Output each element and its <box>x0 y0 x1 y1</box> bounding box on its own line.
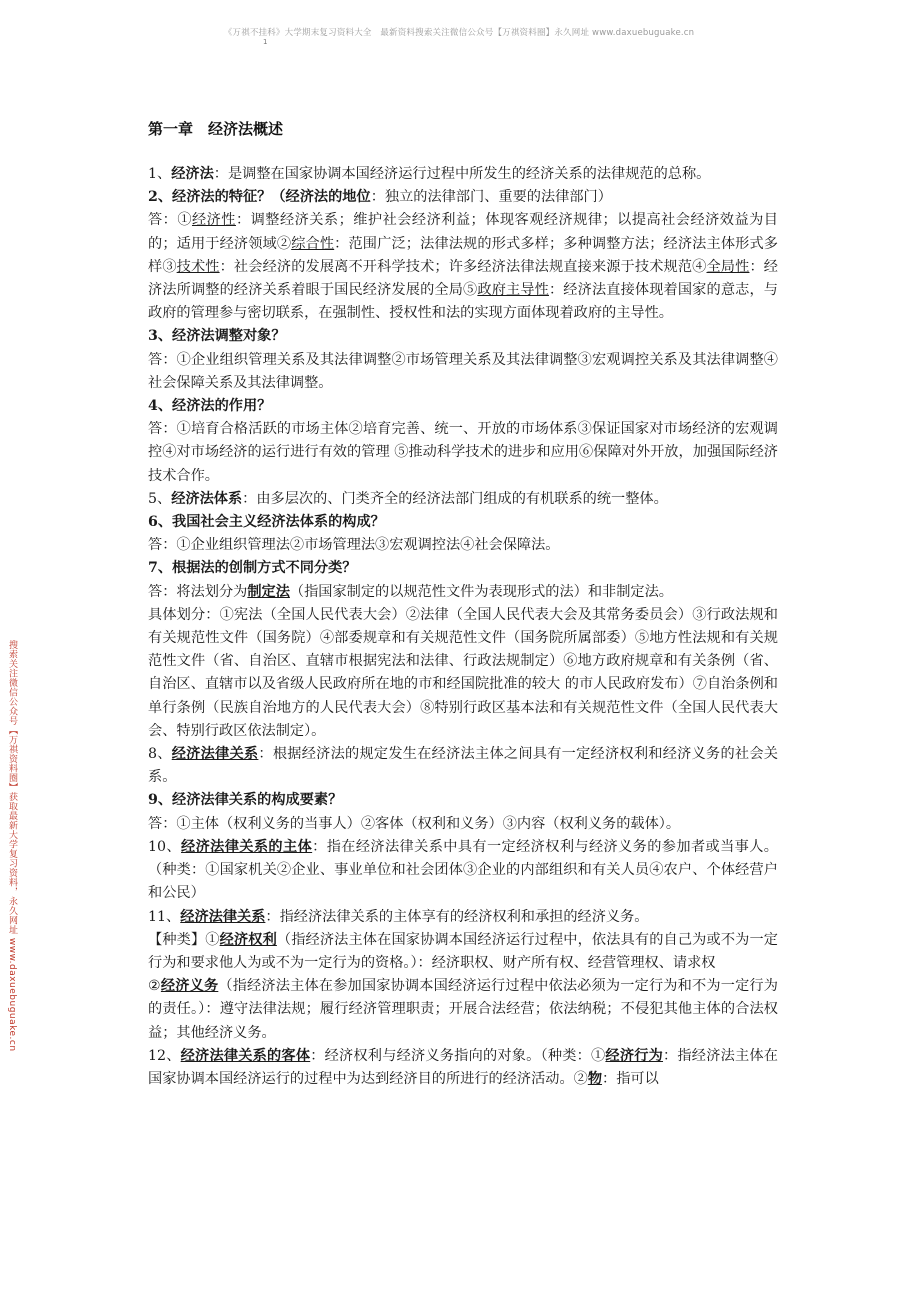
paragraph <box>148 929 778 975</box>
text-run: 4、经济法的作用？ <box>148 398 272 415</box>
text-run: 经济法 <box>171 166 214 182</box>
paragraph <box>148 789 778 812</box>
paragraph <box>148 813 778 836</box>
text-run: ：指可以 <box>602 1070 659 1087</box>
text-run: ：范围广泛；法律法规的形式多样；多种调整方法；经济法主体形式多样③ <box>148 235 778 275</box>
text-run: ：独立的法律部门、重要的法律部门） <box>370 189 612 206</box>
paragraph <box>148 325 778 348</box>
text-run: 答：①培育合格活跃的市场主体②培育完善、统一、开放的市场体系③保证国家对市场经济的宏观调控④对市场经济的运行进行有效的管理 ⑤推动科学技术的进步和应用⑥保障对外开放，加强国际经济技术合作。 <box>148 421 778 484</box>
text-run: 【种类】① <box>148 931 220 948</box>
paragraph <box>148 349 778 395</box>
text-run: 具体划分：①宪法（全国人民代表大会）②法律（全国人民代表大会及其常务委员会）③行政法规和有关规范性文件（国务院）④部委规章和有关规范性文件（国务院所属部委）⑤地方性法规和有关规范性文件（省、自治区、直辖市根据宪法和法律、行政法规制定）⑥地方政府规章和有关条例（省、自治区、直辖市以及省级人民政府所在地的市和经国院批准的较大 的市人民政府发布）⑦自治条例和单行条例（民族自治地方的人民代表大会）⑧特别行政区基本法和有关规范性文件（全国人民代表大会、特别行政区依法制定）。 <box>148 606 778 739</box>
paragraph <box>148 418 778 488</box>
text-run: 经济法律关系的主体 <box>181 838 313 855</box>
paragraph-list <box>148 163 778 1091</box>
text-run: 2、经济法的特征？（经济法的地位 <box>148 189 371 206</box>
text-run: （指国家制定的以规范性文件为表现形式的法）和非制定法。 <box>289 583 673 600</box>
text-run: 经济法律关系 <box>180 908 266 925</box>
document-body <box>148 118 778 1091</box>
text-run: ：经济权利与经济义务指向的对象。（种类：① <box>310 1047 606 1064</box>
paragraph <box>148 163 778 186</box>
text-run: 技术性 <box>176 258 220 275</box>
text-run: ：是调整在国家协调本国经济运行过程中所发生的经济关系的法律规范的总称。 <box>213 166 711 182</box>
text-run: ：社会经济的发展离不开科学技术；许多经济法律法规直接来源于技术规范④ <box>219 258 707 275</box>
text-run: 制定法 <box>247 583 290 600</box>
text-run: 6、我国社会主义经济法体系的构成？ <box>148 514 385 531</box>
text-run: 12、 <box>148 1047 181 1064</box>
text-run: 经济法体系 <box>171 490 243 507</box>
text-run: 答：①企业组织管理法②市场管理法③宏观调控法④社会保障法。 <box>148 537 560 554</box>
chapter-title: 第一章 经济法概述 <box>148 120 284 138</box>
text-run: 经济法律关系 <box>171 746 259 763</box>
text-run: ：指在经济法律关系中具有一定经济权利与经济义务的参加者或当事人。（种类：①国家机关②企业、事业单位和社会团体③企业的内部组织和有关人员④农户、个体经营户和公民） <box>148 838 778 902</box>
text-run: 1、 <box>148 166 172 182</box>
text-run: ：调整经济关系；维护社会经济利益；体现客观经济规律；以提高社会经济效益为目的；适用于经济领域② <box>148 212 778 252</box>
text-run: 10、 <box>148 838 182 855</box>
text-run: 答：①企业组织管理关系及其法律调整②市场管理关系及其法律调整③宏观调控关系及其法律调整④社会保障关系及其法律调整。 <box>148 351 778 391</box>
text-run: ：指经济法主体在国家协调本国经济运行的过程中为达到经济目的所进行的经济活动。② <box>148 1047 778 1087</box>
text-run: 经济权利 <box>219 931 277 948</box>
text-run: 经济法律关系的客体 <box>180 1047 311 1064</box>
paragraph <box>148 581 778 604</box>
paragraph <box>148 975 778 1045</box>
paragraph <box>148 1045 778 1091</box>
text-run: 11、 <box>148 908 181 925</box>
text-run: 经济行为 <box>605 1047 664 1064</box>
text-run: 8、 <box>148 746 172 763</box>
text-run: ：经济法直接体现着国家的意志，与政府的管理参与密切联系，在强制性、授权性和法的实现方面体现着政府的主导性。 <box>148 282 778 322</box>
text-run: ② <box>148 978 161 995</box>
text-run: 3、经济法调整对象？ <box>148 328 286 345</box>
text-run: ：经济法所调整的经济关系着眼于国民经济发展的全局⑤ <box>148 258 778 299</box>
paragraph <box>148 743 778 789</box>
text-run: ：由多层次的、门类齐全的经济法部门组成的有机联系的统一整体。 <box>242 490 668 507</box>
header-mark: 1 <box>263 38 268 46</box>
text-run: 9、经济法律关系的构成要素？ <box>148 792 343 809</box>
text-run: 答：①主体（权利义务的当事人）②客体（权利和义务）③内容（权利义务的载体）。 <box>148 815 681 832</box>
text-run: 5、 <box>148 490 172 507</box>
text-run: 7、根据法的创制方式不同分类？ <box>148 560 357 577</box>
text-run: 经济性 <box>191 212 236 229</box>
text-run: 答：① <box>148 212 192 229</box>
text-run: 答：将法划分为 <box>148 583 248 600</box>
text-run: ：指经济法律关系的主体享有的经济权利和承担的经济义务。 <box>265 908 649 925</box>
paragraph <box>148 488 778 511</box>
text-run: 经济义务 <box>160 978 219 995</box>
text-run: 政府主导性 <box>477 282 549 299</box>
paragraph <box>148 906 778 929</box>
paragraph <box>148 836 778 906</box>
paragraph <box>148 511 778 534</box>
paragraph <box>148 534 778 557</box>
text-run: （指经济法主体在参加国家协调本国经济运行过程中依法必须为一定行为和不为一定行为的责任。）：遵守法律法规；履行经济管理职责；开展合法经营；依法纳税；不侵犯其他主体的合法权益；其他经济义务。 <box>148 978 778 1041</box>
side-watermark: 搜索关注微信公众号【万祺资料圈】获取最新大学复习资料，永久网址 www.daxuebuguake.cn <box>7 640 17 1052</box>
paragraph <box>148 604 778 743</box>
paragraph <box>148 186 778 209</box>
paragraph <box>148 209 778 325</box>
text-run: 综合性 <box>291 235 335 252</box>
text-run: 全局性 <box>706 258 750 275</box>
text-run: ：根据经济法的规定发生在经济法主体之间具有一定经济权利和经济义务的社会关系。 <box>148 746 778 786</box>
page-header: 《万祺不挂科》大学期末复习资料大全 最新资料搜索关注微信公众号【万祺资料圈】永久网址 www.daxuebuguake.cn <box>223 28 695 38</box>
text-run: 物 <box>587 1070 603 1087</box>
paragraph <box>148 557 778 580</box>
paragraph <box>148 395 778 418</box>
text-run: （指经济法主体在国家协调本国经济运行过程中，依法具有的自己为或不为一定行为和要求他人为或不为一定行为的资格。）：经济职权、财产所有权、经营管理权、请求权 <box>148 931 778 971</box>
